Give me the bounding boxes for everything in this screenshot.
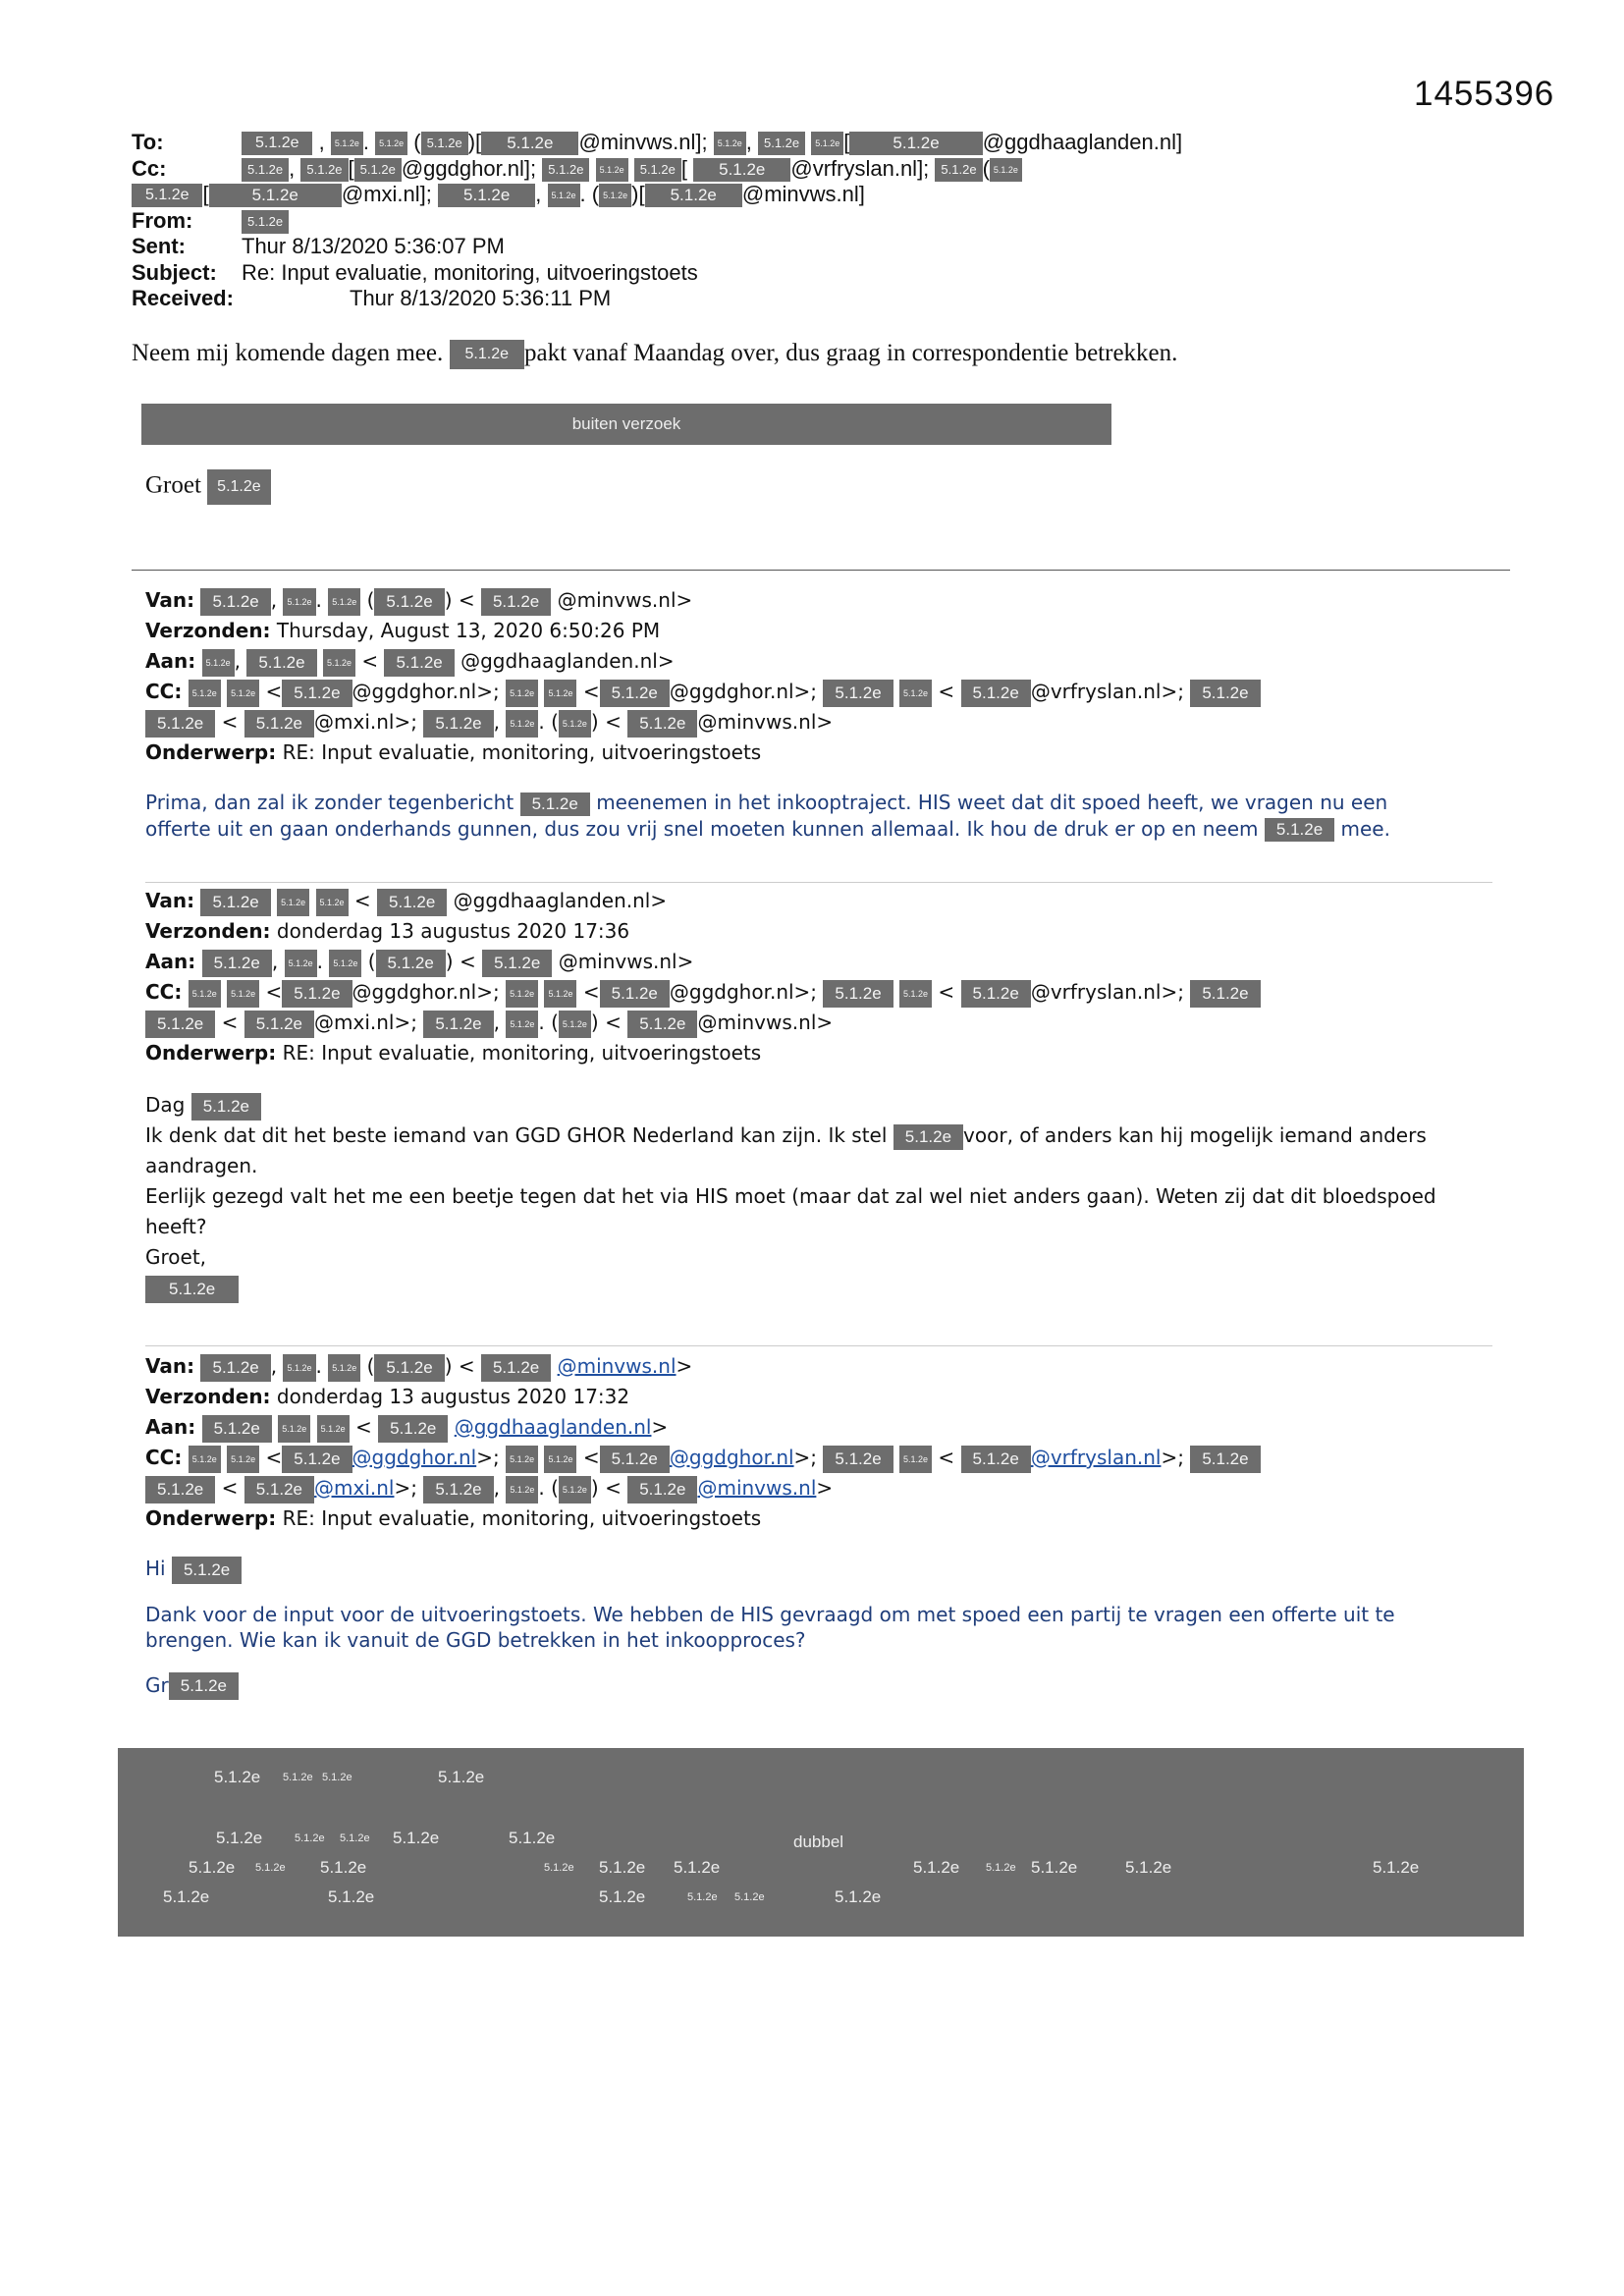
redaction: 5.1.2e: [244, 710, 314, 738]
cc-row: CC: 5.1.2e 5.1.2e < 5.1.2e @ggdghor.nl>; 5.1.2e 5.1.2e < 5.1.2e @ggdghor.nl>; 5.1.2e 5.1.2e < 5.1.2e @vrfryslan.nl>; 5.1.2e: [145, 677, 1510, 707]
body-text: Dank voor de input voor de uitvoeringstoets. We hebben de HIS gevraagd om met spoed een partij te vragen een offerte uit te: [145, 1602, 1395, 1626]
cc-email-link[interactable]: @vrfryslan.nl: [1030, 1446, 1162, 1469]
sent-value: Thur 8/13/2020 5:36:07 PM: [242, 234, 505, 258]
redaction: 5.1.2e: [202, 649, 235, 677]
redaction: 5.1.2e: [559, 1476, 591, 1503]
redaction: 5.1.2e: [913, 1858, 960, 1877]
redaction: 5.1.2e: [1190, 980, 1260, 1008]
redaction: 5.1.2e: [758, 132, 805, 155]
redaction: 5.1.2e: [634, 158, 681, 182]
cc-email-link[interactable]: @ggdghor.nl: [669, 1446, 794, 1469]
closing-text: Gr: [145, 1672, 169, 1697]
redaction: 5.1.2e: [300, 158, 348, 182]
redaction: 5.1.2e: [189, 1446, 221, 1473]
cc-domain: @vrfryslan.nl>;: [1030, 980, 1184, 1004]
verzonden-label: Verzonden:: [145, 619, 271, 642]
cc-domain-3: @mxi.nl];: [341, 182, 432, 206]
redaction: 5.1.2e: [282, 980, 352, 1008]
redaction: 5.1.2e: [961, 680, 1031, 707]
redaction: 5.1.2e: [506, 1011, 538, 1038]
cc-domain: @ggdghor.nl>;: [669, 680, 818, 703]
received-row: [132, 286, 1526, 312]
received-label: Received:: [132, 286, 234, 310]
redaction: 5.1.2e: [189, 680, 221, 707]
redaction: 5.1.2e: [242, 210, 289, 234]
redaction: 5.1.2e: [627, 1476, 697, 1503]
redaction: 5.1.2e: [227, 680, 259, 707]
greeting: Dag: [145, 1093, 186, 1117]
aan-domain: @ggdhaaglanden.nl>: [460, 649, 675, 673]
redaction: 5.1.2e: [961, 1446, 1031, 1473]
body-text: voor, of anders kan hij mogelijk iemand anders: [963, 1123, 1427, 1147]
cc-label: Cc:: [132, 155, 167, 181]
redaction: 5.1.2e: [627, 710, 697, 738]
cc-domain: @ggdghor.nl>;: [352, 980, 500, 1004]
redaction: 5.1.2e: [520, 793, 590, 816]
body-text: Eerlijk gezegd valt het me een beetje tegen dat het via HIS moet (maar dat zal wel niet anders gaan). Weten zij dat dit bloedspoed: [145, 1184, 1436, 1208]
quoted-message-2: Van: 5.1.2e 5.1.2e 5.1.2e < 5.1.2e @ggdhaaglanden.nl> Verzonden: donderdag 13 augustus 2020 17:36 Aan: 5.1.2e , 5.1.2e . 5.1.2e ( 5.1.2e ) < 5.1.2e @minvws.nl> CC: 5.1.2e 5.1.2e < 5.1.2e @ggdghor.nl>; 5.1.2e 5.1.2e < 5.1.2e @ggdghor.nl>; 5.1.2e 5.1.2e < 5.1.2e @vrfryslan.nl>; 5.1.2e 5.1.2e < 5.1.2e @mxi.nl>; 5.1.2e , 5.1.2e . ( 5.1.2e ) < 5.1.2e @minvws.nl> Onderwerp: RE: Input evaluatie, monitoring, uitvoeringstoets Dag 5.1.2e Ik denk dat dit het beste iemand van GGD GHOR Nederland kan zijn. Ik stel 5.1.2e voor, of anders kan hij mogelijk iemand anders aandragen. Eerlijk gezegd valt het me een beetje tegen dat het via HIS moet (maar dat zal wel niet anders gaan). Weten zij dat dit bloedspoed heeft? Groet, 5.1.2e: [145, 886, 1510, 1303]
redaction: 5.1.2e: [145, 1276, 239, 1303]
redaction: 5.1.2e: [506, 1476, 538, 1503]
cc-row-continued: 5.1.2e [ 5.1.2e @mxi.nl]; 5.1.2e , 5.1.2e . ( 5.1.2e )[ 5.1.2e @minvws.nl]: [132, 182, 1526, 208]
redaction: 5.1.2e: [627, 1011, 697, 1038]
cc-label: CC:: [145, 980, 183, 1004]
message-body: [145, 790, 1510, 842]
redaction: 5.1.2e: [506, 680, 538, 707]
outer-email-header: [132, 130, 1526, 312]
redaction: 5.1.2e: [423, 1476, 493, 1503]
redaction: 5.1.2e: [986, 1862, 1016, 1874]
cc-email-link[interactable]: @mxi.nl: [314, 1476, 395, 1500]
body-text: offerte uit en gaan onderhands gunnen, dus zou vrij snel moeten kunnen allemaal. Ik hou de druk er op en neem: [145, 816, 1259, 841]
redaction: 5.1.2e: [282, 680, 352, 707]
redaction: 5.1.2e: [600, 980, 670, 1008]
onderwerp-label: Onderwerp:: [145, 740, 277, 764]
subject-label: Subject:: [132, 259, 217, 285]
redaction: 5.1.2e: [1031, 1858, 1078, 1877]
redacted-signature-block: [118, 1748, 1524, 1937]
redaction: 5.1.2e: [163, 1887, 210, 1906]
redaction: 5.1.2e: [596, 158, 628, 182]
redaction: 5.1.2e: [189, 1858, 236, 1877]
redaction: 5.1.2e: [693, 158, 790, 182]
body-text: brengen. Wie kan ik vanuit de GGD betrekken in het inkoopproces?: [145, 1627, 806, 1652]
greeting: Hi: [145, 1557, 166, 1580]
message-body: [145, 1090, 1510, 1303]
redaction: 5.1.2e: [216, 1829, 263, 1847]
redaction: 5.1.2e: [328, 1354, 360, 1382]
redaction: 5.1.2e: [1265, 818, 1334, 842]
redaction: 5.1.2e: [544, 680, 576, 707]
body-text: meenemen in het inkooptraject. HIS weet dat dit spoed heeft, we vragen nu een: [596, 791, 1388, 814]
cc-domain-1: @ggdghor.nl];: [401, 155, 537, 181]
verzonden-value: donderdag 13 augustus 2020 17:32: [276, 1385, 630, 1408]
van-email-link[interactable]: @minvws.nl: [557, 1354, 677, 1378]
closing-text: Groet: [145, 471, 201, 499]
intro-part-1: Neem mij komende dagen mee.: [132, 340, 444, 366]
redaction: 5.1.2e: [227, 1446, 259, 1473]
redaction: 5.1.2e: [961, 980, 1031, 1008]
redaction: 5.1.2e: [599, 184, 631, 207]
subject-value: Re: Input evaluatie, monitoring, uitvoeringstoets: [242, 259, 698, 285]
redaction: 5.1.2e: [481, 588, 551, 616]
redaction: 5.1.2e: [246, 649, 316, 677]
redaction: 5.1.2e: [506, 1446, 538, 1473]
verzonden-label: Verzonden:: [145, 1385, 271, 1408]
redaction: 5.1.2e: [278, 1415, 310, 1443]
message-body: [145, 1556, 1510, 1700]
redaction: 5.1.2e: [734, 1891, 765, 1903]
onderwerp-row: [145, 738, 1510, 768]
body-text: mee.: [1340, 816, 1390, 841]
redaction: 5.1.2e: [202, 950, 272, 977]
redaction: 5.1.2e: [384, 649, 454, 677]
quoted-message-1: [145, 585, 1510, 842]
cc-domain: @ggdghor.nl>;: [669, 980, 818, 1004]
redaction: 5.1.2e: [559, 1011, 591, 1038]
redaction: 5.1.2e: [674, 1858, 721, 1877]
redaction: 5.1.2e: [282, 1446, 352, 1473]
redaction: 5.1.2e: [202, 1415, 272, 1443]
to-row: To: 5.1.2e , 5.1.2e . 5.1.2e ( 5.1.2e )[ 5.1.2e @minvws.nl]; 5.1.2e , 5.1.2e 5.1.2e [ 5.1.2e @ggdhaaglanden.nl]: [132, 130, 1183, 154]
from-label: From:: [132, 207, 193, 233]
redaction: 5.1.2e: [899, 980, 932, 1008]
van-label: Van:: [145, 889, 195, 912]
redaction: 5.1.2e: [899, 680, 932, 707]
cc-domain: @minvws.nl>: [697, 1011, 834, 1034]
sent-row: [132, 234, 1526, 260]
redaction: 5.1.2e: [320, 1858, 367, 1877]
van-label: Van:: [145, 1354, 195, 1378]
redaction: 5.1.2e: [200, 588, 270, 616]
redaction: 5.1.2e: [548, 184, 580, 207]
redaction: 5.1.2e: [600, 680, 670, 707]
redaction: 5.1.2e: [990, 158, 1022, 182]
redaction: 5.1.2e: [645, 184, 742, 207]
redaction: 5.1.2e: [227, 980, 259, 1008]
cc-domain: @ggdghor.nl>;: [352, 680, 500, 703]
redaction: 5.1.2e: [200, 1354, 270, 1382]
redaction: 5.1.2e: [544, 1862, 574, 1874]
aan-label: Aan:: [145, 1415, 196, 1439]
sent-label: Sent:: [132, 234, 186, 258]
redaction: 5.1.2e: [277, 889, 309, 916]
aan-row: Aan: 5.1.2e , 5.1.2e 5.1.2e < 5.1.2e @ggdhaaglanden.nl>: [145, 646, 1510, 677]
redaction: 5.1.2e: [374, 1354, 444, 1382]
redaction: 5.1.2e: [893, 1124, 963, 1150]
cc-domain-4: @minvws.nl]: [741, 182, 865, 206]
verzonden-row: [145, 616, 1510, 646]
redaction: 5.1.2e: [317, 1415, 350, 1443]
redaction: 5.1.2e: [899, 1446, 932, 1473]
subject-row: [132, 260, 1526, 287]
cc-domain: @vrfryslan.nl>;: [1030, 680, 1184, 703]
redaction: 5.1.2e: [849, 132, 982, 155]
redaction: 5.1.2e: [328, 1887, 375, 1906]
redaction: 5.1.2e: [328, 588, 360, 616]
redaction: 5.1.2e: [506, 710, 538, 738]
redaction: 5.1.2e: [132, 184, 202, 207]
redaction: 5.1.2e: [207, 469, 270, 505]
redaction: 5.1.2e: [438, 1768, 485, 1786]
van-label: Van:: [145, 588, 195, 612]
redaction: 5.1.2e: [200, 889, 270, 916]
redaction: 5.1.2e: [823, 980, 893, 1008]
redaction: 5.1.2e: [322, 1772, 352, 1783]
redaction: 5.1.2e: [544, 980, 576, 1008]
divider: [145, 882, 1492, 883]
onderwerp-value: RE: Input evaluatie, monitoring, uitvoeringstoets: [282, 1041, 762, 1065]
onderwerp-value: RE: Input evaluatie, monitoring, uitvoeringstoets: [282, 740, 762, 764]
aan-label: Aan:: [145, 649, 196, 673]
redaction: 5.1.2e: [145, 710, 215, 738]
redaction: 5.1.2e: [378, 1415, 448, 1443]
cc-row-continued: 5.1.2e < 5.1.2e @mxi.nl>; 5.1.2e , 5.1.2e . ( 5.1.2e ) < 5.1.2e @minvws.nl>: [145, 707, 1510, 738]
redaction: 5.1.2e: [544, 1446, 576, 1473]
redaction: 5.1.2e: [283, 1772, 313, 1783]
out-of-scope-label: dubbel: [793, 1832, 844, 1851]
redaction: 5.1.2e: [1125, 1858, 1172, 1877]
redaction: 5.1.2e: [599, 1858, 646, 1877]
divider: [132, 570, 1510, 571]
redaction: 5.1.2e: [285, 950, 317, 977]
cc-domain: @mxi.nl>;: [314, 1011, 417, 1034]
redaction: 5.1.2e: [835, 1887, 882, 1906]
redaction: 5.1.2e: [423, 710, 493, 738]
redaction: 5.1.2e: [316, 889, 349, 916]
redaction: 5.1.2e: [935, 158, 982, 182]
redaction: 5.1.2e: [823, 1446, 893, 1473]
closing: [145, 469, 271, 505]
redaction: 5.1.2e: [209, 184, 342, 207]
redaction: 5.1.2e: [295, 1832, 325, 1844]
redaction: 5.1.2e: [375, 132, 407, 155]
redaction: 5.1.2e: [244, 1011, 314, 1038]
redaction: 5.1.2e: [145, 1476, 215, 1503]
redaction: 5.1.2e: [481, 132, 578, 155]
cc-domain: @minvws.nl>: [697, 710, 834, 734]
redaction: 5.1.2e: [331, 132, 363, 155]
redaction: 5.1.2e: [169, 1672, 239, 1700]
to-domain-2: @ggdhaaglanden.nl]: [982, 130, 1183, 154]
body-text: Prima, dan zal ik zonder tegenbericht: [145, 791, 514, 814]
redaction: 5.1.2e: [687, 1891, 718, 1903]
redaction: 5.1.2e: [1190, 680, 1260, 707]
onderwerp-value: RE: Input evaluatie, monitoring, uitvoeringstoets: [282, 1506, 762, 1530]
divider: [145, 1345, 1492, 1346]
redaction: 5.1.2e: [191, 1093, 261, 1121]
redaction: 5.1.2e: [189, 980, 221, 1008]
redaction: 5.1.2e: [393, 1829, 440, 1847]
redaction: 5.1.2e: [438, 184, 535, 207]
aan-email-link[interactable]: @ggdhaaglanden.nl: [454, 1415, 652, 1439]
cc-domain-2: @vrfryslan.nl];: [790, 155, 930, 181]
intro-part-2: pakt vanaf Maandag over, dus graag in correspondentie betrekken.: [523, 340, 1178, 366]
intro-line: [132, 340, 1177, 369]
redaction: 5.1.2e: [377, 889, 447, 916]
body-text: aandragen.: [145, 1154, 258, 1177]
van-domain: @ggdhaaglanden.nl>: [453, 889, 668, 912]
from-row: [132, 208, 1526, 235]
redaction: 5.1.2e: [340, 1832, 370, 1844]
redaction: 5.1.2e: [481, 1354, 551, 1382]
cc-label: CC:: [145, 1446, 183, 1469]
redaction: 5.1.2e: [323, 649, 355, 677]
redaction: 5.1.2e: [599, 1887, 646, 1906]
cc-domain: @mxi.nl>;: [314, 710, 417, 734]
cc-email-link[interactable]: @minvws.nl: [697, 1476, 817, 1500]
cc-row: Cc: 5.1.2e , 5.1.2e [ 5.1.2e @ggdghor.nl]; 5.1.2e 5.1.2e 5.1.2e [ 5.1.2e @vrfryslan.nl]; 5.1.2e ( 5.1.2e: [132, 156, 1526, 183]
to-label: To:: [132, 130, 164, 154]
redaction: 5.1.2e: [1373, 1858, 1420, 1877]
redaction: 5.1.2e: [172, 1557, 242, 1584]
to-domain-1: @minvws.nl];: [578, 130, 708, 154]
redaction: 5.1.2e: [242, 158, 289, 182]
redaction: 5.1.2e: [242, 132, 312, 155]
document-number: 1455396: [1414, 75, 1555, 113]
onderwerp-label: Onderwerp:: [145, 1506, 277, 1530]
aan-domain: @minvws.nl>: [558, 950, 694, 973]
redaction: 5.1.2e: [421, 132, 468, 155]
redaction: 5.1.2e: [283, 588, 315, 616]
verzonden-value: Thursday, August 13, 2020 6:50:26 PM: [276, 619, 661, 642]
onderwerp-label: Onderwerp:: [145, 1041, 277, 1065]
redaction-bar-out-of-scope: buiten verzoek: [141, 404, 1111, 445]
redaction: 5.1.2e: [329, 950, 361, 977]
redaction: 5.1.2e: [482, 950, 552, 977]
redaction: 5.1.2e: [214, 1768, 261, 1786]
quoted-message-3: Van: 5.1.2e , 5.1.2e . 5.1.2e ( 5.1.2e ) < 5.1.2e @minvws.nl> Verzonden: donderdag 13 augustus 2020 17:32 Aan: 5.1.2e 5.1.2e 5.1.2e < 5.1.2e @ggdhaaglanden.nl> CC: 5.1.2e 5.1.2e < 5.1.2e @ggdghor.nl>; 5.1.2e 5.1.2e < 5.1.2e @ggdghor.nl>; 5.1.2e 5.1.2e < 5.1.2e @vrfryslan.nl>; 5.1.2e 5.1.2e < 5.1.2e @mxi.nl>; 5.1.2e , 5.1.2e . ( 5.1.2e ) < 5.1.2e @minvws.nl> Onderwerp: RE: Input evaluatie, monitoring, uitvoeringstoets Hi 5.1.2e Dank voor de input voor de uitvoeringstoets. We hebben de HIS gevraagd om met spoed een partij te vragen een offerte uit te brengen. Wie kan ik vanuit de GGD betrekken in het inkoopproces? Gr 5.1.2e: [145, 1351, 1510, 1700]
van-domain: @minvws.nl>: [557, 588, 693, 612]
redaction: 5.1.2e: [714, 132, 746, 155]
redaction: 5.1.2e: [811, 132, 843, 155]
van-row: Van: 5.1.2e , 5.1.2e . 5.1.2e ( 5.1.2e ) < 5.1.2e @minvws.nl>: [145, 585, 1510, 616]
redaction: 5.1.2e: [509, 1829, 556, 1847]
redaction: 5.1.2e: [823, 680, 893, 707]
redaction: 5.1.2e: [1190, 1446, 1260, 1473]
redaction: 5.1.2e: [506, 980, 538, 1008]
body-text: Groet,: [145, 1245, 207, 1269]
cc-label: CC:: [145, 680, 183, 703]
aan-label: Aan:: [145, 950, 196, 973]
redaction: 5.1.2e: [255, 1862, 286, 1874]
redaction: 5.1.2e: [354, 158, 402, 182]
verzonden-value: donderdag 13 augustus 2020 17:36: [276, 919, 630, 943]
redaction: 5.1.2e: [374, 588, 444, 616]
redaction: 5.1.2e: [145, 1011, 215, 1038]
redaction: 5.1.2e: [559, 710, 591, 738]
body-text: heeft?: [145, 1215, 207, 1238]
received-value: Thur 8/13/2020 5:36:11 PM: [350, 286, 612, 310]
redaction: 5.1.2e: [600, 1446, 670, 1473]
redaction: 5.1.2e: [450, 340, 524, 369]
verzonden-label: Verzonden:: [145, 919, 271, 943]
redaction: 5.1.2e: [244, 1476, 314, 1503]
redaction: 5.1.2e: [283, 1354, 315, 1382]
redaction: 5.1.2e: [376, 950, 446, 977]
body-text: Ik denk dat dit het beste iemand van GGD GHOR Nederland kan zijn. Ik stel: [145, 1123, 888, 1147]
redaction: 5.1.2e: [423, 1011, 493, 1038]
cc-email-link[interactable]: @ggdghor.nl: [352, 1446, 477, 1469]
redaction: 5.1.2e: [542, 158, 589, 182]
